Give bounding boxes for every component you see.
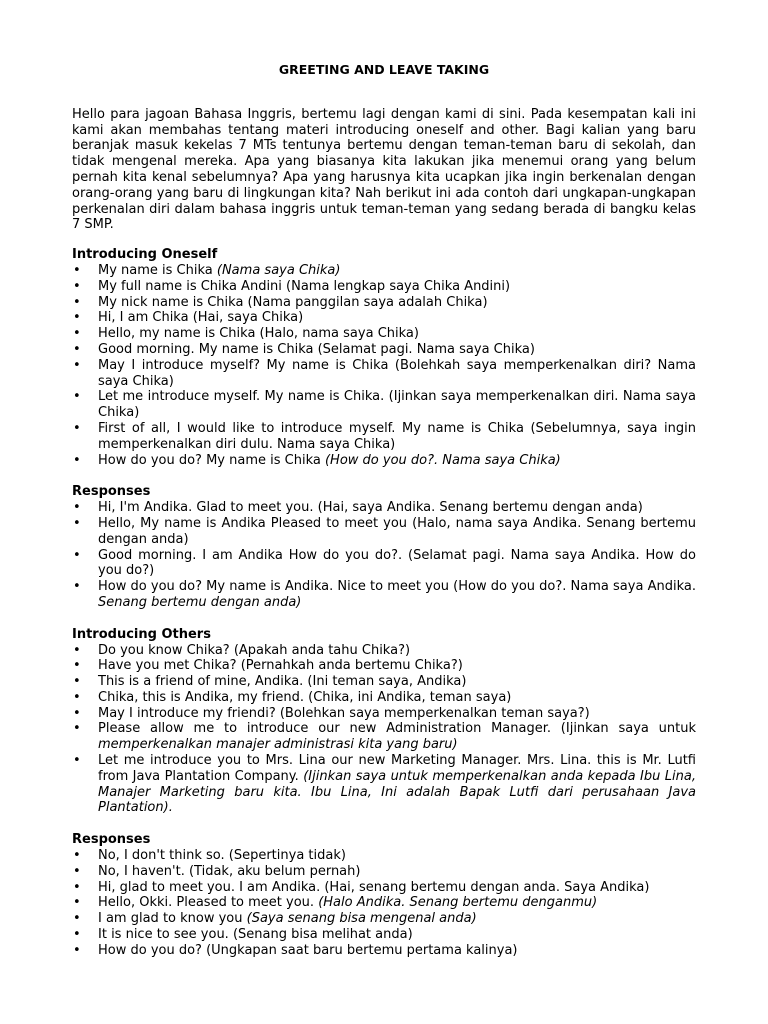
bullet-list [72, 263, 696, 468]
list-item [72, 927, 696, 943]
bullet-list [72, 643, 696, 817]
item-text: I am glad to know you [98, 911, 247, 927]
item-text: Good morning. My name is Chika (Selamat pagi. Nama saya Chika) [98, 341, 535, 357]
item-text: My name is Chika [98, 262, 217, 278]
item-text: No, I don't think so. (Sepertinya tidak) [98, 848, 346, 864]
bullet-list [72, 500, 696, 611]
item-translation-italic: (Saya senang bisa mengenal anda) [246, 911, 477, 927]
list-item [72, 310, 696, 326]
item-text: How do you do? My name is Andika. Nice to meet you (How do you do?. Nama saya Andika. [98, 579, 696, 595]
item-text: No, I haven't. (Tidak, aku belum pernah) [98, 863, 361, 879]
list-item [72, 753, 696, 816]
list-item [72, 880, 696, 896]
item-translation-italic: (Halo Andika. Senang bertemu denganmu) [318, 895, 598, 911]
item-text: This is a friend of mine, Andika. (Ini teman saya, Andika) [98, 674, 467, 690]
list-item [72, 389, 696, 421]
list-item [72, 690, 696, 706]
item-text: How do you do? (Ungkapan saat baru bertemu pertama kalinya) [98, 942, 518, 958]
item-text: Let me introduce myself. My name is Chika. (Ijinkan saya memperkenalkan diri. Nama saya Chika) [98, 389, 696, 421]
list-item [72, 295, 696, 311]
item-text: Hello, Okki. Pleased to meet you. [98, 895, 319, 911]
item-translation-italic: (Nama saya Chika) [216, 262, 341, 278]
document-title: GREETING AND LEAVE TAKING [278, 62, 490, 77]
item-text: It is nice to see you. (Senang bisa melihat anda) [98, 927, 413, 943]
list-item [72, 421, 696, 453]
item-text: How do you do? My name is Chika [98, 452, 325, 468]
list-item [72, 279, 696, 295]
list-item [72, 548, 696, 580]
item-text: Good morning. I am Andika How do you do?. (Selamat pagi. Nama saya Andika. How do you do?) [98, 547, 696, 579]
list-item [72, 516, 696, 548]
list-item [72, 658, 696, 674]
section-heading-introducing-oneself-0: Introducing Oneself [72, 247, 218, 263]
item-text: Hi, glad to meet you. I am Andika. (Hai, senang bertemu dengan anda. Saya Andika) [98, 879, 650, 895]
item-translation-italic: Senang bertemu dengan anda) [98, 594, 302, 610]
item-text: Do you know Chika? (Apakah anda tahu Chika?) [98, 642, 411, 658]
item-text: May I introduce my friendi? (Bolehkan saya memperkenalkan teman saya?) [98, 705, 590, 721]
item-text: My full name is Chika Andini (Nama lengkap saya Chika Andini) [98, 278, 511, 294]
item-text: First of all, I would like to introduce myself. My name is Chika (Sebelumnya, saya ingin memperkenalkan diri dulu. Nama saya Chika) [98, 420, 696, 452]
bullet-list [72, 848, 696, 959]
list-item [72, 895, 696, 911]
item-text: May I introduce myself? My name is Chika (Bolehkah saya memperkenalkan diri? Nama saya Chika) [98, 357, 696, 389]
section-heading-responses-1: Responses [72, 484, 151, 500]
list-item [72, 643, 696, 659]
item-text: Have you met Chika? (Pernahkah anda bertemu Chika?) [98, 658, 463, 674]
list-item [72, 453, 696, 469]
list-item [72, 864, 696, 880]
item-text: Hello, my name is Chika (Halo, nama saya Chika) [98, 326, 419, 342]
item-text: Let me introduce you to Mrs. Lina our new Marketing Manager. Mrs. Lina. this is Mr. Lutfi from Java Plantation Company. [98, 753, 696, 784]
item-text: Chika, this is Andika, my friend. (Chika, ini Andika, teman saya) [98, 689, 512, 705]
list-item [72, 721, 696, 753]
section-heading-introducing-others-2: Introducing Others [72, 626, 211, 642]
list-item [72, 911, 696, 927]
item-translation-italic: (How do you do?. Nama saya Chika) [324, 452, 561, 468]
sections-container [72, 247, 696, 958]
item-text: My nick name is Chika (Nama panggilan saya adalah Chika) [98, 294, 488, 310]
list-item [72, 326, 696, 342]
item-translation-italic: (Ijinkan saya untuk memperkenalkan anda kepada Ibu Lina, Manajer Marketing baru kita. Ibu Lina, Ini adalah Bapak Lutfi dari perusahaan Java Plantation). [98, 768, 696, 816]
list-item [72, 674, 696, 690]
list-item [72, 943, 696, 959]
item-text: Hi, I am Chika (Hai, saya Chika) [98, 310, 304, 326]
item-text: Hello, My name is Andika Pleased to meet you (Halo, nama saya Andika. Senang bertemu dengan anda) [98, 515, 696, 547]
list-item [72, 579, 696, 611]
list-item [72, 342, 696, 358]
list-item [72, 358, 696, 390]
list-item [72, 263, 696, 279]
item-text: Hi, I'm Andika. Glad to meet you. (Hai, saya Andika. Senang bertemu dengan anda) [98, 500, 643, 516]
list-item [72, 848, 696, 864]
intro-paragraph: Hello para jagoan Bahasa Inggris, bertemu lagi dengan kami di sini. Pada kesempatan kali ini kami akan membahas tentang materi introducing oneself and other. Bagi kalian yang baru beranjak masuk kekelas 7 MTs tentunya bertemu dengan teman-teman baru di sekolah, dan tidak mengenal mereka. Apa yang biasanya kita lakukan jika menemui orang yang belum pernah kita kenal sebelumnya? Apa yang harusnya kita ucapkan jika ingin berkenalan dengan orang-orang yang baru di lingkungan kita? Nah berikut ini ada contoh dari ungkapan-ungkapan perkenalan diri dalam bahasa inggris untuk teman-teman yang sedang berada di bangku kelas 7 SMP. [72, 106, 696, 233]
list-item [72, 500, 696, 516]
item-translation-italic: memperkenalkan manajer administrasi kita yang baru) [98, 737, 458, 753]
list-item [72, 706, 696, 722]
item-text: Please allow me to introduce our new Administration Manager. (Ijinkan saya untuk [98, 721, 696, 737]
section-heading-responses-3: Responses [72, 832, 151, 848]
